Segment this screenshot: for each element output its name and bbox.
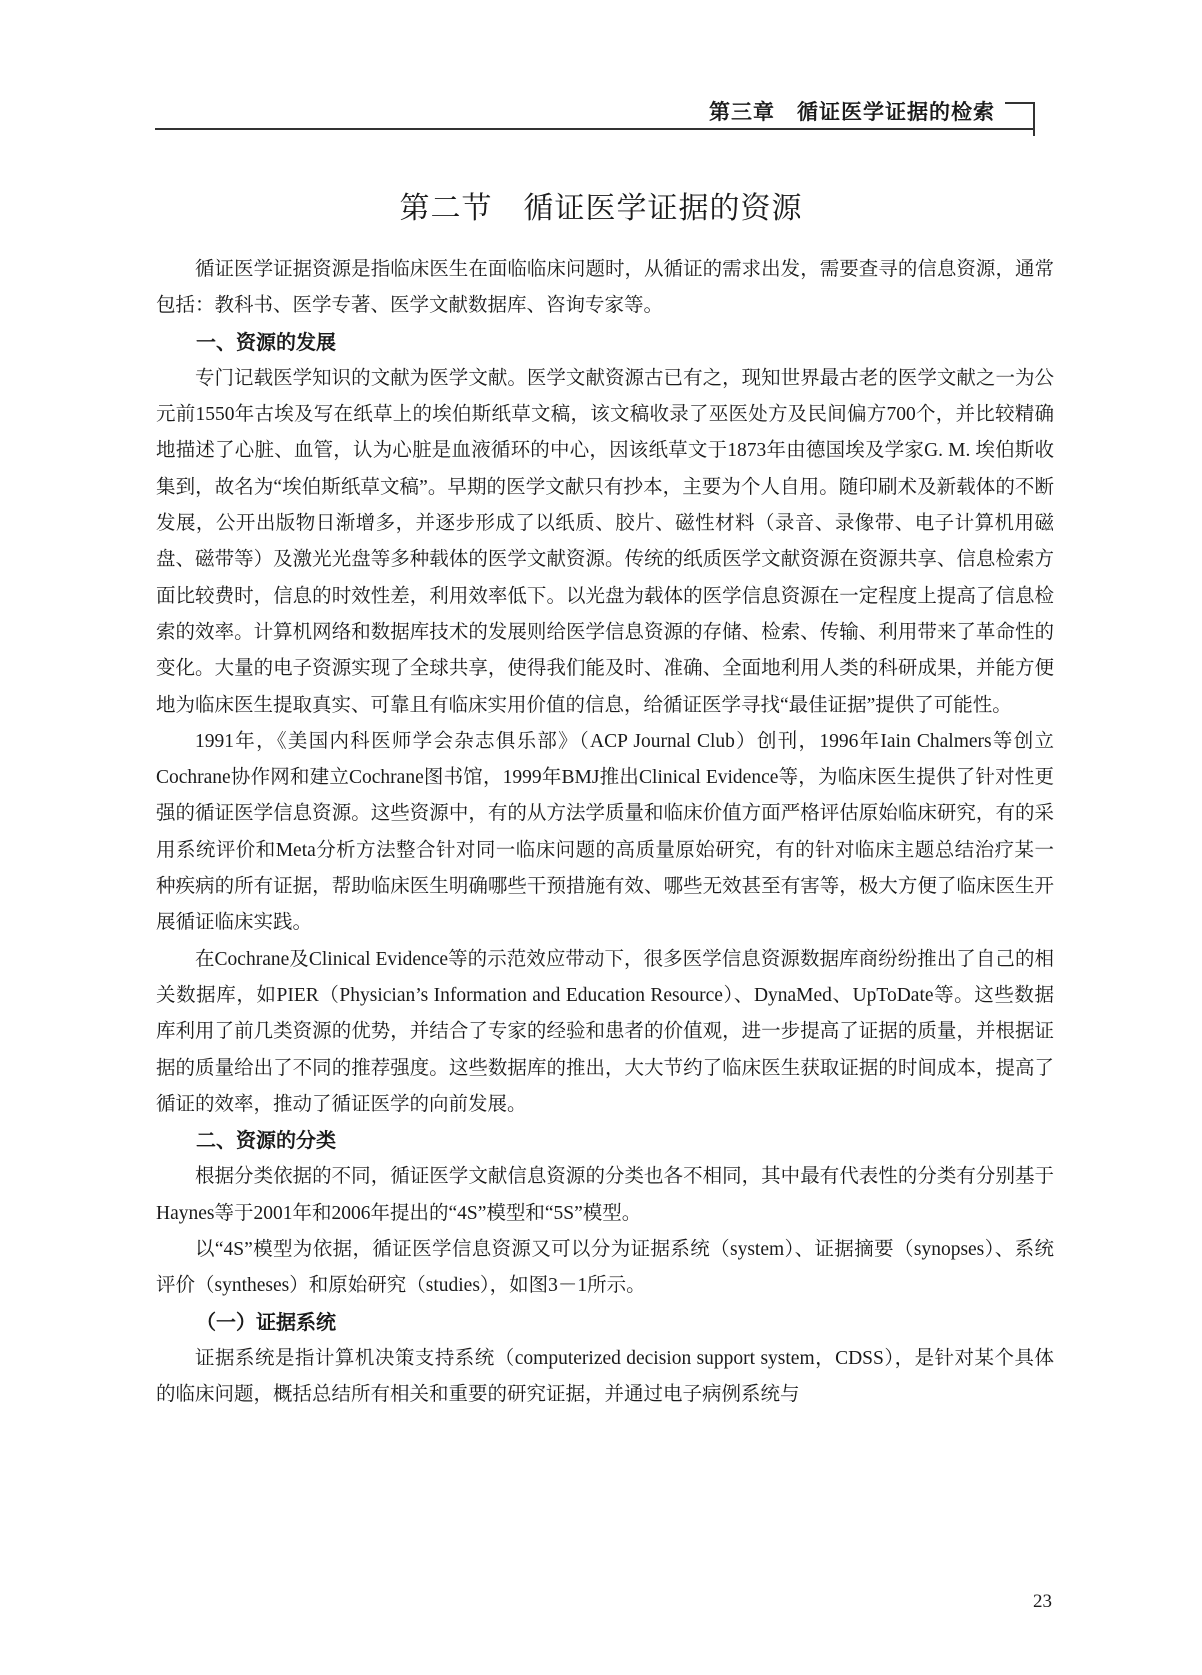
paragraph: 证据系统是指计算机决策支持系统（computerized decision support system，CDSS），是针对某个具体的临床问题，概括总结所有相关和重要的研究证据，并通过电子病例系统与: [156, 1347, 1054, 1406]
section-title: 第二节 循证医学证据的资源: [399, 192, 803, 225]
body-text: [156, 252, 1054, 1414]
paragraph: 根据分类依据的不同，循证医学文献信息资源的分类也各不相同，其中最有代表性的分类有分别基于Haynes等于2001年和2006年提出的“4S”模型和“5S”模型。: [156, 1166, 1054, 1224]
subheading: 一、资源的发展: [196, 331, 336, 354]
paragraph: 1991年，《美国内科医师学会杂志俱乐部》（ACP Journal Club）创刊，1996年Iain Chalmers等创立Cochrane协作网和建立Cochrane图书馆，1999年BMJ推出Clinical Evidence等，为临床医生提供了针对性更强的循证医学信息资源。这些资源中，有的从方法学质量和临床价值方面严格评估原始临床研究，有的采用系统评价和Meta分析方法整合针对同一临床问题的高质量原始研究，有的针对临床主题总结治疗某一种疾病的所有证据，帮助临床医生明确哪些干预措施有效、哪些无效甚至有害等，极大方便了临床医生开展循证临床实践。: [156, 730, 1054, 934]
page-header: [155, 92, 1035, 130]
paragraph: 在Cochrane及Clinical Evidence等的示范效应带动下，很多医学信息资源数据库商纷纷推出了自己的相关数据库，如PIER（Physician’s Information and Education Resource）、DynaMed、UpToDate等。这些数据库利用了前几类资源的优势，并结合了专家的经验和患者的价值观，进一步提高了证据的质量，并根据证据的质量给出了不同的推荐强度。这些数据库的推出，大大节约了临床医生获取证据的时间成本，提高了循证的效率，推动了循证医学的向前发展。: [156, 948, 1054, 1115]
chapter-header: 第三章 循证医学证据的检索: [709, 101, 995, 124]
subheading: （一）证据系统: [196, 1311, 336, 1334]
paragraph: 循证医学证据资源是指临床医生在面临临床问题时，从循证的需求出发，需要查寻的信息资源，通常包括：教科书、医学专著、医学文献数据库、咨询专家等。: [156, 259, 1054, 317]
subheading: 二、资源的分类: [196, 1130, 336, 1153]
header-corner-mark: [1005, 102, 1035, 136]
page-number: 23: [1033, 1591, 1052, 1612]
paragraph: 专门记载医学知识的文献为医学文献。医学文献资源古已有之，现知世界最古老的医学文献之一为公元前1550年古埃及写在纸草上的埃伯斯纸草文稿，该文稿收录了巫医处方及民间偏方700个，并比较精确地描述了心脏、血管，认为心脏是血液循环的中心，因该纸草文于1873年由德国埃及学家G. M. 埃伯斯收集到，故名为“埃伯斯纸草文稿”。早期的医学文献只有抄本，主要为个人自用。随印刷术及新载体的不断发展，公开出版物日渐增多，并逐步形成了以纸质、胶片、磁性材料（录音、录像带、电子计算机用磁盘、磁带等）及激光光盘等多种载体的医学文献资源。传统的纸质医学文献资源在资源共享、信息检索方面比较费时，信息的时效性差，利用效率低下。以光盘为载体的医学信息资源在一定程度上提高了信息检索的效率。计算机网络和数据库技术的发展则给医学信息资源的存储、检索、传输、利用带来了革命性的变化。大量的电子资源实现了全球共享，使得我们能及时、准确、全面地利用人类的科研成果，并能方便地为临床医生提取真实、可靠且有临床实用价值的信息，给循证医学寻找“最佳证据”提供了可能性。: [156, 367, 1054, 716]
paragraph: 以“4S”模型为依据，循证医学信息资源又可以分为证据系统（system）、证据摘要（synopses）、系统评价（syntheses）和原始研究（studies），如图3－1所示。: [156, 1239, 1054, 1297]
